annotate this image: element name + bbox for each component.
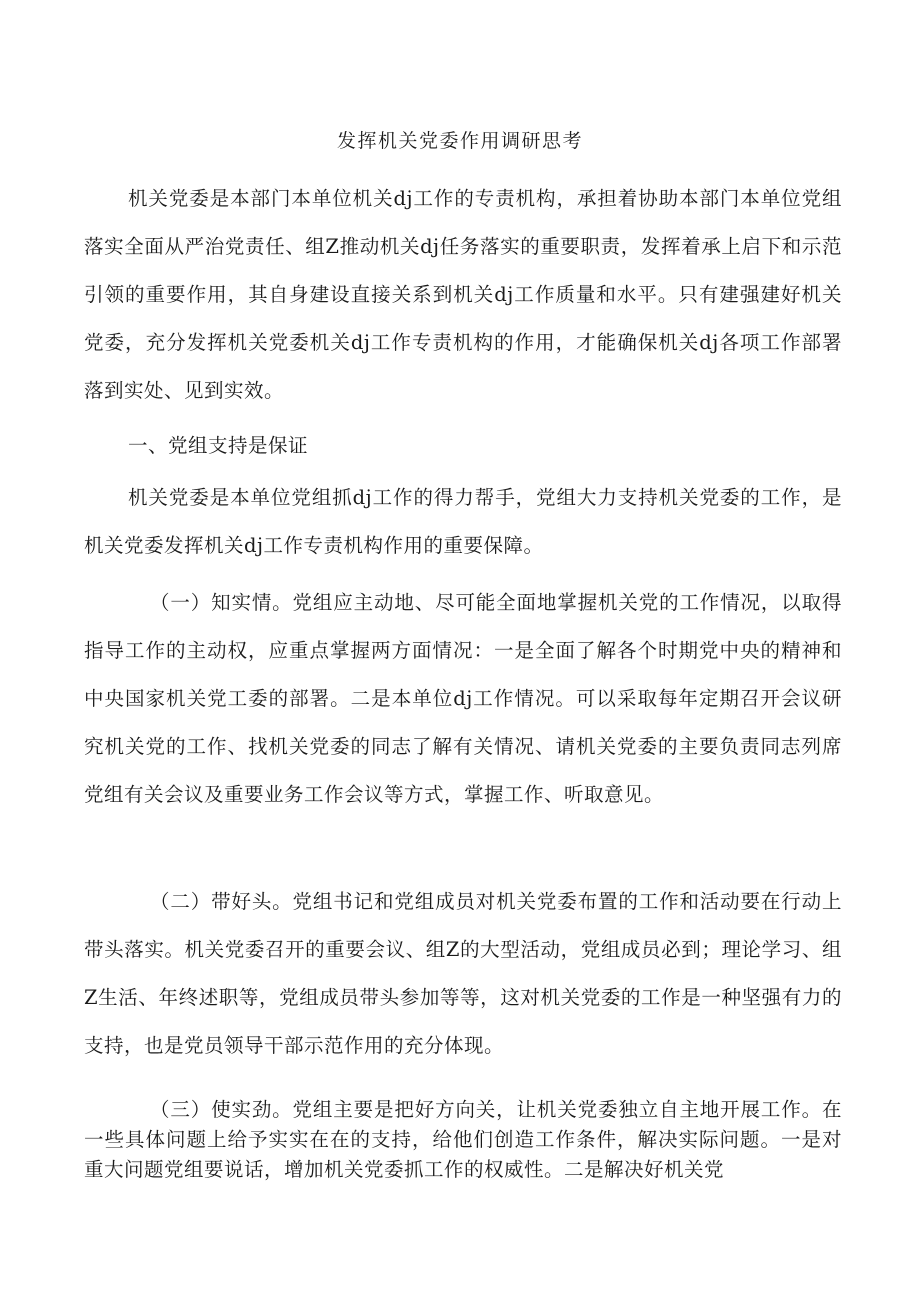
document-title: 发挥机关党委作用调研思考	[336, 130, 583, 152]
paragraph-item-2: （二）带好头。党组书记和党组成员对机关党委布置的工作和活动要在行动上带头落实。机关党委召开的重要会议、组Z的大型活动，党组成员必到；理论学习、组Z生活、年终述职等，党组成员带头参加等等，这对机关党委的工作是一种坚强有力的支持，也是党员领导干部示范作用的充分体现。	[84, 890, 842, 1057]
paragraph-support: 机关党委是本单位党组抓dj工作的得力帮手，党组大力支持机关党委的工作，是机关党委发挥机关dj工作专责机构作用的重要保障。	[84, 486, 842, 557]
paragraph-item-3: （三）使实劲。党组主要是把好方向关，让机关党委独立自主地开展工作。在一些具体问题上给予实实在在的支持，给他们创造工作条件，解决实际问题。一是对重大问题党组要说话，增加机关党委抓工作的权威性。二是解决好机关党	[84, 1098, 842, 1181]
section-heading-1: 一、党组支持是保证	[128, 434, 309, 457]
paragraph-item-1: （一）知实情。党组应主动地、尽可能全面地掌握机关党的工作情况，以取得指导工作的主动权，应重点掌握两方面情况：一是全面了解各个时期党中央的精神和中央国家机关党工委的部署。二是本单位dj工作情况。可以采取每年定期召开会议研究机关党的工作、找机关党委的同志了解有关情况、请机关党委的主要负责同志列席党组有关会议及重要业务工作会议等方式，掌握工作、听取意见。	[84, 591, 842, 806]
paragraph-intro: 机关党委是本部门本单位机关dj工作的专责机构，承担着协助本部门本单位党组落实全面从严治党责任、组Z推动机关dj任务落实的重要职责，发挥着承上启下和示范引领的重要作用，其自身建设直接关系到机关dj工作质量和水平。只有建强建好机关党委，充分发挥机关党委机关dj工作专责机构的作用，才能确保机关dj各项工作部署落到实处、见到实效。	[84, 187, 842, 402]
